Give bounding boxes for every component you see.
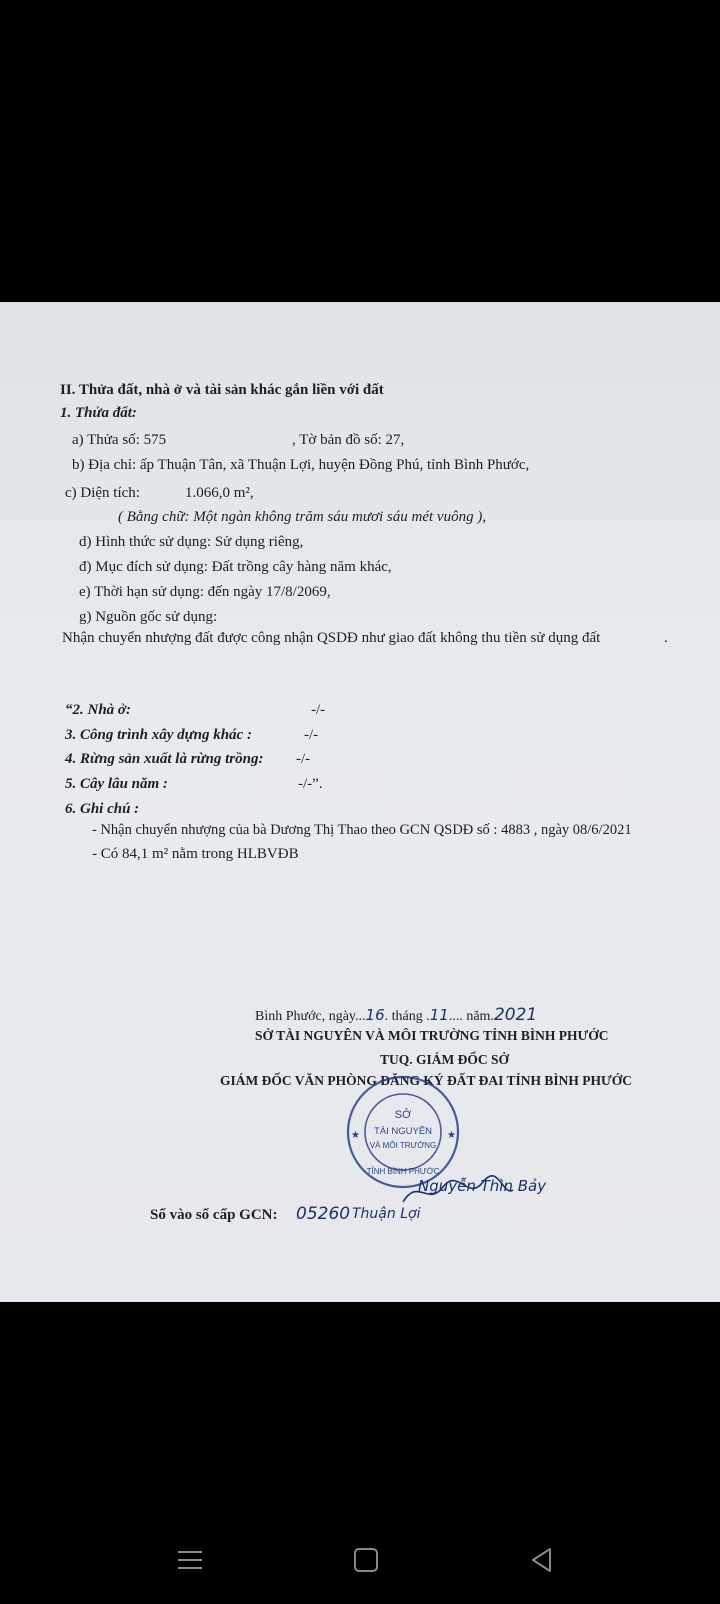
department-name: SỞ TÀI NGUYÊN VÀ MÔI TRƯỜNG TỈNH BÌNH PHƯỚC bbox=[255, 1028, 609, 1043]
area-value: 1.066,0 m², bbox=[185, 485, 254, 501]
signer-name: Nguyễn Thìn Bảy bbox=[418, 1177, 547, 1195]
house-value: -/- bbox=[311, 702, 326, 718]
register-suffix: Thuận Lợi bbox=[352, 1206, 421, 1222]
seal-line-4: TỈNH BÌNH PHƯỚC bbox=[366, 1167, 440, 1176]
notes-label: 6. Ghi chú : bbox=[65, 801, 140, 817]
address-line: b) Địa chỉ: ấp Thuận Tân, xã Thuận Lợi, huyện Đồng Phú, tỉnh Bình Phước, bbox=[72, 457, 530, 473]
date-month-label: . tháng . bbox=[384, 1009, 430, 1024]
home-square-icon[interactable] bbox=[344, 1538, 388, 1582]
map-sheet-number: , Tờ bản đồ số: 27, bbox=[292, 432, 405, 448]
construction-label: 3. Công trình xây dựng khác : bbox=[65, 727, 252, 743]
house-label: “2. Nhà ở: bbox=[65, 702, 131, 718]
back-triangle-icon[interactable] bbox=[520, 1538, 564, 1582]
usage-form: d) Hình thức sử dụng: Sử dụng riêng, bbox=[79, 534, 304, 550]
origin-label: g) Nguồn gốc sử dụng: bbox=[79, 609, 218, 625]
date-year: 2021 bbox=[493, 1005, 538, 1025]
on-behalf-line: TUQ. GIÁM ĐỐC SỞ bbox=[380, 1052, 510, 1067]
menu-lines-icon[interactable] bbox=[168, 1538, 212, 1582]
office-title: GIÁM ĐỐC VĂN PHÒNG ĐĂNG KÝ ĐẤT ĐAI TỈNH BÌNH PHƯỚC bbox=[220, 1073, 633, 1088]
land-heading: 1. Thửa đất: bbox=[60, 405, 137, 421]
forest-label: 4. Rừng sản xuất là rừng trồng: bbox=[65, 751, 264, 767]
svg-text:★: ★ bbox=[351, 1130, 360, 1141]
date-prefix: Bình Phước, ngày... bbox=[255, 1009, 366, 1024]
note-line-2: - Có 84,1 m² nằm trong HLBVĐB bbox=[92, 846, 299, 862]
origin-trailing-mark: . bbox=[664, 630, 668, 646]
date-month: 11 bbox=[429, 1006, 449, 1024]
section-title: II. Thửa đất, nhà ở và tài sản khác gắn liền với đất bbox=[60, 382, 384, 398]
area-label: c) Diện tích: bbox=[65, 485, 140, 501]
usage-term: e) Thời hạn sử dụng: đến ngày 17/8/2069, bbox=[79, 584, 331, 600]
note-line-1: - Nhận chuyển nhượng của bà Dương Thị Thao theo GCN QSDĐ số : 4883 , ngày 08/6/2021 bbox=[92, 822, 632, 838]
seal-line-1: SỞ bbox=[394, 1109, 412, 1121]
construction-value: -/- bbox=[304, 727, 319, 743]
date-year-label: .... năm. bbox=[448, 1009, 494, 1024]
seal-line-2: TÀI NGUYÊN bbox=[373, 1126, 433, 1137]
date-line bbox=[255, 1005, 537, 1025]
register-number: 05260 bbox=[296, 1204, 351, 1224]
forest-value: -/- bbox=[296, 751, 311, 767]
perennial-label: 5. Cây lâu năm : bbox=[65, 776, 168, 792]
parcel-number: a) Thửa số: 575 bbox=[72, 432, 167, 448]
origin-value: Nhận chuyển nhượng đất được công nhận QSDĐ như giao đất không thu tiền sử dụng đất bbox=[62, 630, 601, 646]
date-day: 16 bbox=[365, 1006, 385, 1024]
perennial-value: -/-”. bbox=[298, 776, 323, 792]
register-label: Số vào sổ cấp GCN: bbox=[150, 1207, 278, 1223]
area-in-words: ( Bằng chữ: Một ngàn không trăm sáu mươi sáu mét vuông ), bbox=[118, 509, 487, 525]
system-navigation-bar bbox=[0, 1510, 720, 1604]
usage-purpose: đ) Mục đích sử dụng: Đất trồng cây hàng năm khác, bbox=[79, 559, 392, 575]
seal-line-3: VÀ MÔI TRƯỜNG bbox=[369, 1141, 437, 1150]
document-page bbox=[0, 302, 720, 1302]
svg-text:★: ★ bbox=[447, 1130, 456, 1141]
